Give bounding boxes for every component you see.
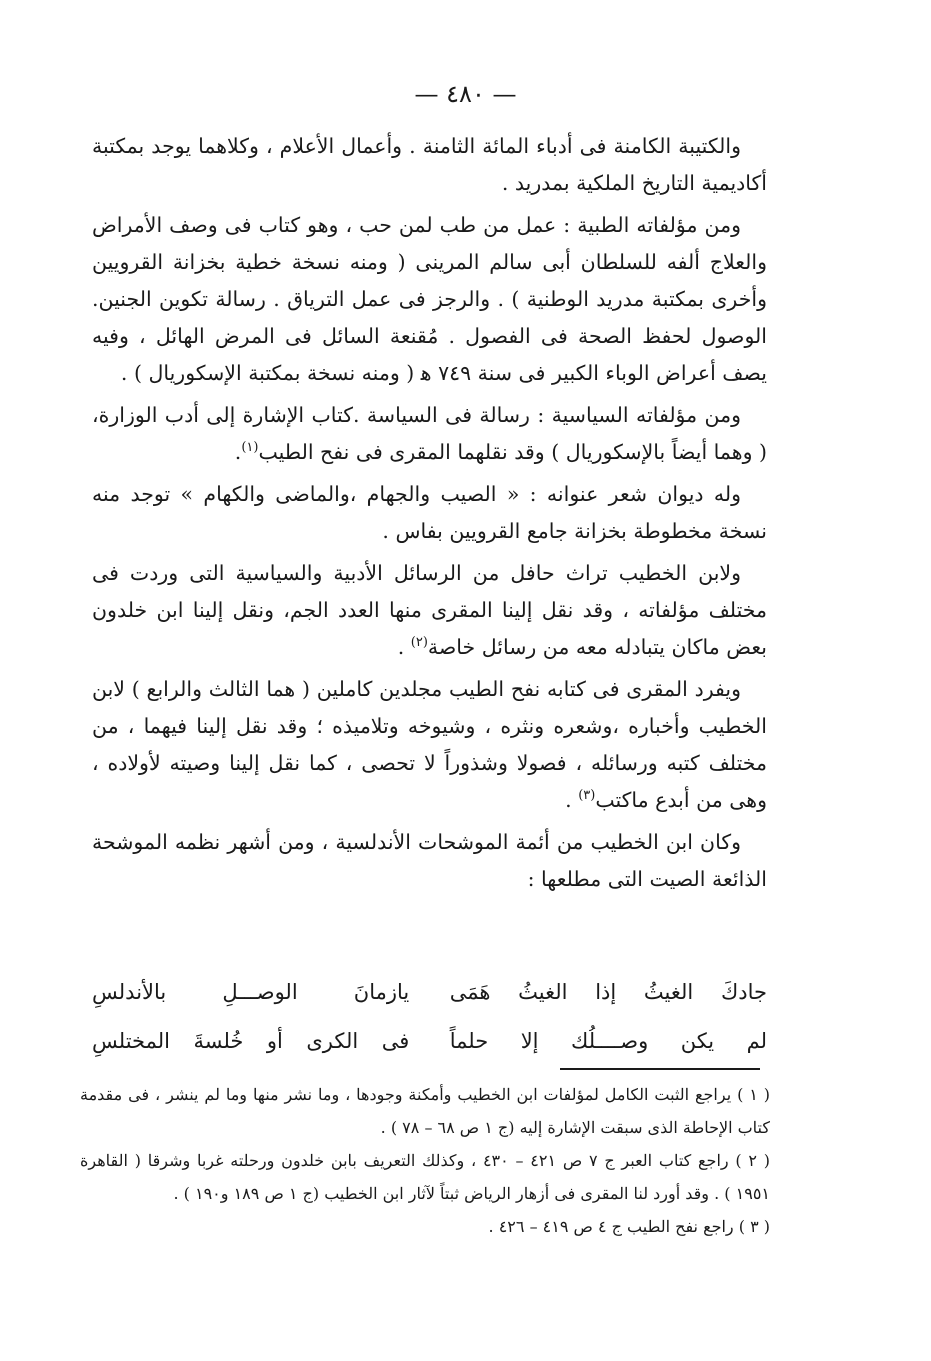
- poem: [92, 968, 767, 1066]
- main-text: [92, 128, 767, 898]
- paragraph-letters: [92, 555, 767, 666]
- verse-second-hemistich: يازمانَ الوصـــلِ بالأندلسِ: [92, 980, 410, 1004]
- verse-first-hemistich: لم يكن وصــــلُك إلا حلماً: [449, 1029, 767, 1053]
- paragraph-text: ومن مؤلفاته السياسية : رسالة فى السياسة .كتاب الإشارة إلى أدب الوزارة، ( وهما أيضاً بالإسكوريال ) وقد نقلهما المقرى فى نفح الطيب: [92, 403, 767, 464]
- footnote-divider: [560, 1068, 760, 1070]
- paragraph-medical-works: ومن مؤلفاته الطبية : عمل من طب لمن حب ، وهو كتاب فى وصف الأمراض والعلاج ألفه للسلطان أبى سالم المرينى ( ومنه نسخة خطية بخزانة القرويين وأخرى بمكتبة مدريد الوطنية ) . والرجز فى عمل الترياق . رسالة تكوين الجنين. الوصول لحفظ الصحة فى الفصول . مُقنعة السائل فى المرض الهائل ، وفيه يصف أعراض الوباء الكبير فى سنة ٧٤٩ ﻫ ( ومنه نسخة بمكتبة الإسكوريال ) .: [92, 213, 767, 385]
- paragraph-muwashshah: وكان ابن الخطيب من أئمة الموشحات الأندلسية ، ومن أشهر نظمه الموشحة الذائعة الصيت التى مطلعها :: [92, 830, 767, 891]
- paragraph-end: .: [397, 635, 411, 659]
- paragraph-political-works: [92, 397, 767, 471]
- paragraph-end: .: [234, 440, 242, 464]
- verse-first-hemistich: جادكَ الغيثُ إذا الغيثُ هَمَى: [449, 980, 767, 1004]
- paragraph-text: ويفرد المقرى فى كتابه نفح الطيب مجلدين كاملين ( هما الثالث والرابع ) لابن الخطيب وأخباره ،وشعره ونثره ، وشيوخه وتلاميذه ؛ وقد نقل إلينا فيهما ، من مختلف كتبه ورسائله ، فصولا وشذوراً لا تحصى ، كما نقل إلينا وصيته لأولاده ، وهى من أبدع ماكتب: [92, 677, 767, 812]
- footnote-ref-3: (٣): [578, 788, 596, 804]
- paragraph-diwan: وله ديوان شعر عنوانه : « الصيب والجهام ،والماضى والكهام » توجد منه نسخة مخطوطة بخزانة جامع القرويين بفاس .: [92, 482, 767, 543]
- footnote-2: ( ٢ ) راجع كتاب العبر ج ٧ ص ٤٢١ – ٤٣٠ ، وكذلك التعريف بابن خلدون ورحلته غربا وشرقا ( القاهرة ١٩٥١ ) . وقد أورد لنا المقرى فى أزهار الرياض ثبتاً لآثار ابن الخطيب (ج ١ ص ١٨٩ و١٩٠ ) .: [80, 1151, 771, 1203]
- page-number: — ٤٨٠ —: [414, 80, 517, 108]
- poem-verse: [92, 1017, 767, 1066]
- footnote-1: ( ١ ) يراجع الثبت الكامل لمؤلفات ابن الخطيب وأمكنة وجودها ، وما نشر منها وما لم ينشر ، فى مقدمة كتاب الإحاطة الذى سبقت الإشارة إليه (ج ١ ص ٦٨ – ٧٨ ) .: [80, 1085, 771, 1137]
- poem-verse: [92, 968, 767, 1017]
- paragraph-end: .: [565, 788, 579, 812]
- footnote-3: ( ٣ ) راجع نفح الطيب ج ٤ ص ٤١٩ – ٤٢٦ .: [488, 1217, 770, 1236]
- footnotes: [80, 1078, 770, 1243]
- paragraph-maqqari: [92, 671, 767, 819]
- paragraph-text: ولابن الخطيب تراث حافل من الرسائل الأدبية والسياسية التى وردت فى مختلف مؤلفاته ، وقد نقل إلينا المقرى منها العدد الجم، ونقل إلينا ابن خلدون بعض ماكان يتبادله معه من رسائل خاصة: [92, 561, 767, 659]
- paragraph-1: والكتيبة الكامنة فى أدباء المائة الثامنة . وأعمال الأعلام ، وكلاهما يوجد بمكتبة أكاديمية التاريخ الملكية بمدريد .: [92, 134, 767, 195]
- footnote-ref-1: (١): [241, 440, 259, 456]
- verse-second-hemistich: فى الكرى أو خُلسةَ المختلسِ: [92, 1029, 410, 1053]
- footnote-ref-2: (٢): [410, 635, 428, 651]
